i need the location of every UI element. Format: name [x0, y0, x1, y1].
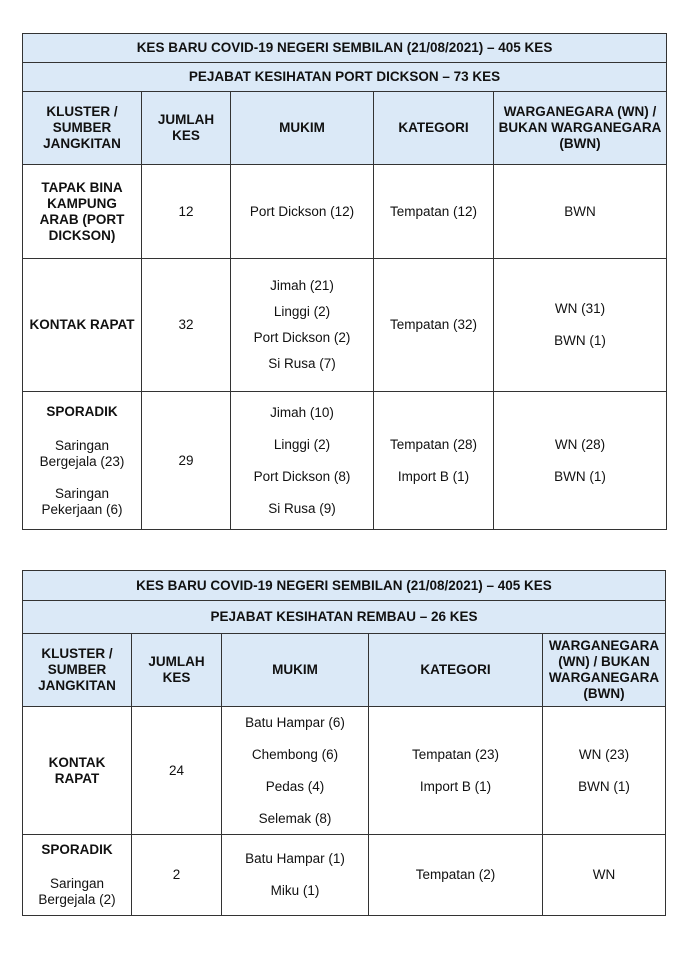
warga-cell — [543, 707, 666, 835]
warga-cell: BWN — [494, 165, 667, 259]
header-mukim: MUKIM — [222, 634, 369, 707]
table-row — [23, 707, 666, 835]
kluster-sub-item: Saringan Bergejala (23) — [39, 437, 125, 469]
header-kluster: KLUSTER / SUMBER JANGKITAN — [23, 634, 132, 707]
warga-cell — [494, 392, 667, 530]
mukim-item: Jimah (21) — [270, 278, 334, 293]
kategori-item: Import B (1) — [397, 468, 470, 484]
kategori-cell: Tempatan (32) — [374, 259, 494, 392]
kluster-sub-item: Saringan Bergejala (2) — [38, 876, 116, 907]
table-row — [23, 392, 667, 530]
jumlah-cell: 32 — [142, 259, 231, 392]
warga-item: BWN (1) — [578, 778, 630, 794]
kategori-cell — [374, 392, 494, 530]
header-kategori: KATEGORI — [374, 92, 494, 165]
warga-item: WN (28) — [554, 436, 606, 452]
jumlah-cell: 12 — [142, 165, 231, 259]
kluster-sub-item: Saringan Pekerjaan (6) — [41, 485, 123, 517]
mukim-item: Jimah (10) — [270, 404, 334, 420]
header-jumlah: JUMLAH KES — [132, 634, 222, 707]
mukim-item: Miku (1) — [270, 883, 320, 898]
kluster-cell: KONTAK RAPAT — [23, 707, 132, 835]
mukim-cell — [231, 259, 374, 392]
mukim-item: Selemak (8) — [258, 810, 332, 826]
mukim-item: Batu Hampar (6) — [245, 714, 345, 730]
header-kategori: KATEGORI — [369, 634, 543, 707]
mukim-cell — [222, 835, 369, 916]
table-title: KES BARU COVID-19 NEGERI SEMBILAN (21/08/2021) – 405 KES — [23, 34, 667, 63]
table-subtitle: PEJABAT KESIHATAN PORT DICKSON – 73 KES — [23, 63, 667, 92]
table-rembau — [22, 570, 666, 916]
table-title: KES BARU COVID-19 NEGERI SEMBILAN (21/08/2021) – 405 KES — [23, 571, 666, 601]
kluster-label: SPORADIK — [46, 403, 118, 419]
kategori-cell — [369, 707, 543, 835]
warga-cell — [494, 259, 667, 392]
jumlah-cell: 24 — [132, 707, 222, 835]
kluster-label: SPORADIK — [41, 842, 113, 857]
warga-item: BWN (1) — [554, 468, 606, 484]
table-row — [23, 259, 667, 392]
mukim-item: Batu Hampar (1) — [245, 851, 345, 866]
header-jumlah: JUMLAH KES — [142, 92, 231, 165]
kategori-item: Tempatan (23) — [411, 746, 500, 762]
table-port-dickson — [22, 33, 667, 530]
warga-cell: WN — [543, 835, 666, 916]
jumlah-cell: 2 — [132, 835, 222, 916]
mukim-item: Linggi (2) — [273, 436, 331, 452]
kluster-cell — [23, 392, 142, 530]
mukim-cell — [231, 392, 374, 530]
kategori-cell: Tempatan (2) — [369, 835, 543, 916]
table-subtitle: PEJABAT KESIHATAN REMBAU – 26 KES — [23, 601, 666, 634]
mukim-cell: Port Dickson (12) — [231, 165, 374, 259]
jumlah-cell: 29 — [142, 392, 231, 530]
table-row — [23, 835, 666, 916]
kategori-cell: Tempatan (12) — [374, 165, 494, 259]
mukim-item: Si Rusa (7) — [268, 356, 336, 371]
header-warga: WARGANEGARA (WN) / BUKAN WARGANEGARA (BWN) — [494, 92, 667, 165]
warga-item: WN (23) — [578, 746, 630, 762]
kategori-item: Import B (1) — [419, 778, 492, 794]
mukim-item: Chembong (6) — [251, 746, 339, 762]
header-mukim: MUKIM — [231, 92, 374, 165]
kategori-item: Tempatan (28) — [389, 436, 478, 452]
header-kluster: KLUSTER / SUMBER JANGKITAN — [23, 92, 142, 165]
kluster-cell: KONTAK RAPAT — [23, 259, 142, 392]
mukim-item: Port Dickson (8) — [253, 468, 351, 484]
kluster-cell: TAPAK BINA KAMPUNG ARAB (PORT DICKSON) — [23, 165, 142, 259]
kluster-cell — [23, 835, 132, 916]
warga-item: WN (31) — [554, 301, 606, 316]
mukim-item: Port Dickson (2) — [253, 330, 351, 345]
table-row — [23, 165, 667, 259]
mukim-cell — [222, 707, 369, 835]
mukim-item: Si Rusa (9) — [268, 500, 336, 516]
mukim-item: Pedas (4) — [265, 778, 325, 794]
warga-item: BWN (1) — [554, 333, 606, 348]
header-warga: WARGANEGARA (WN) / BUKAN WARGANEGARA (BWN) — [543, 634, 666, 707]
mukim-item: Linggi (2) — [273, 304, 331, 319]
